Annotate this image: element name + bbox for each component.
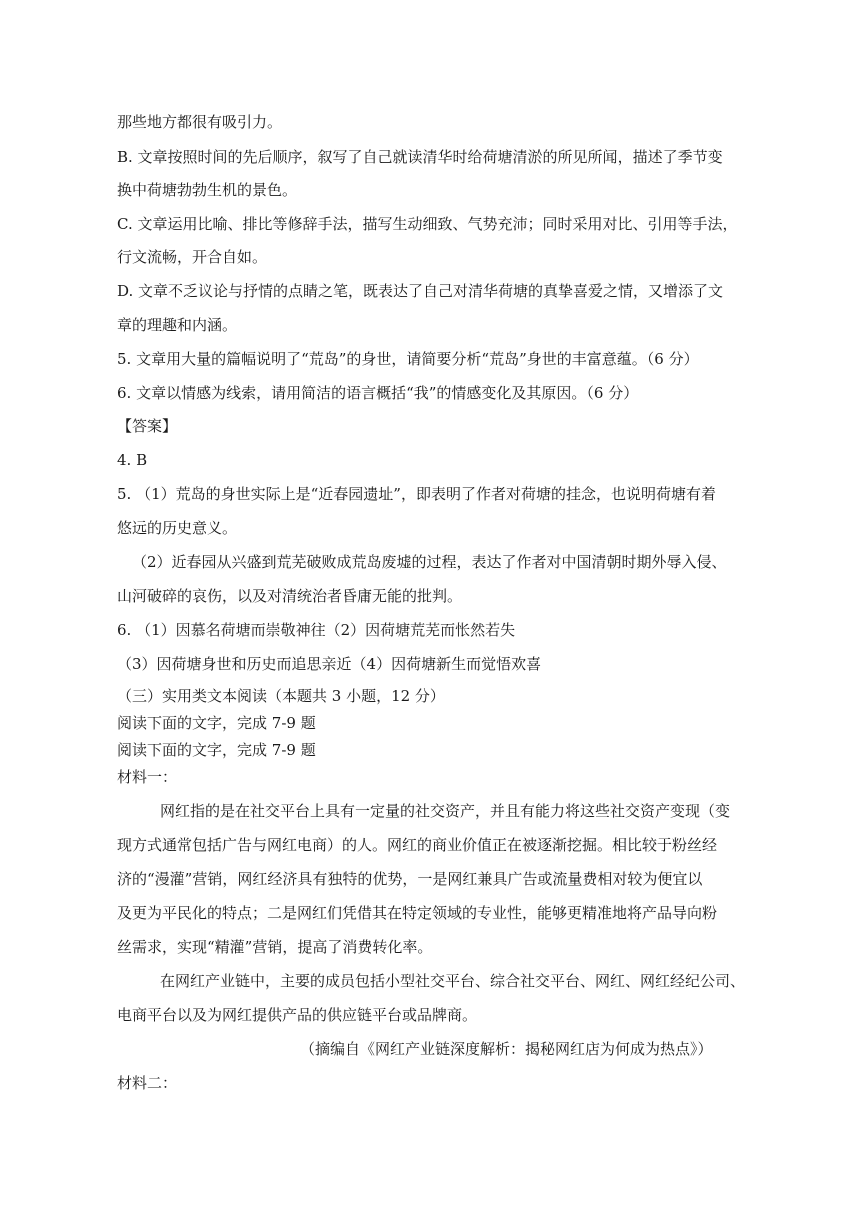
material-1-label: 材料一：	[117, 768, 178, 786]
material-1-paragraph: 在网红产业链中，主要的成员包括小型社交平台、综合社交平台、网红、网红经纪公司、	[160, 972, 746, 990]
text-line: C. 文章运用比喻、排比等修辞手法，描写生动细致、气势充沛；同时采用对比、引用等手法，	[117, 215, 738, 233]
source-citation: （摘编自《网红产业链深度解析：揭秘网红店为何成为热点》）	[300, 1040, 713, 1058]
answer-6: 6. （1）因慕名荷塘而崇敬神往（2）因荷塘荒芜而怅然若失	[117, 621, 516, 639]
answer-4: 4. B	[117, 451, 148, 469]
text-line: 那些地方都很有吸引力。	[117, 113, 283, 131]
question-5: 5. 文章用大量的篇幅说明了“荒岛”的身世，请简要分析“荒岛”身世的丰富意蕴。（6 分）	[117, 350, 699, 368]
instruction: 阅读下面的文字，完成 7-9 题	[117, 741, 316, 759]
text-line: 及更为平民化的特点；二是网红们凭借其在特定领域的专业性，能够更精准地将产品导向粉	[117, 904, 718, 922]
text-line: 悠远的历史意义。	[117, 519, 238, 537]
material-1-paragraph: 网红指的是在社交平台上具有一定量的社交资产，并且有能力将这些社交资产变现（变	[160, 802, 731, 820]
text-line: 现方式通常包括广告与网红电商）的人。网红的商业价值正在被逐渐挖掘。相比较于粉丝经	[117, 836, 718, 854]
text-line: （3）因荷塘身世和历史而追思亲近（4）因荷塘新生而觉悟欢喜	[117, 655, 542, 673]
text-line: （2）近春园从兴盛到荒芜破败成荒岛废墟的过程，表达了作者对中国清朝时期外辱入侵、	[132, 553, 727, 571]
text-line: 换中荷塘勃勃生机的景色。	[117, 181, 298, 199]
text-line: 行文流畅，开合自如。	[117, 248, 268, 266]
question-6: 6. 文章以情感为线索，请用简洁的语言概括“我”的情感变化及其原因。（6 分）	[117, 384, 639, 402]
answer-5: 5. （1）荒岛的身世实际上是“近春园遗址”，即表明了作者对荷塘的挂念，也说明荷塘有着	[117, 485, 716, 503]
text-line: 丝需求，实现“精灌”营销，提高了消费转化率。	[117, 938, 433, 956]
text-line: 山河破碎的哀伤，以及对清统治者昏庸无能的批判。	[117, 587, 463, 605]
material-2-label: 材料二：	[117, 1074, 178, 1092]
text-line: D. 文章不乏议论与抒情的点睛之笔，既表达了自己对清华荷塘的真挚喜爱之情，又增添了文	[117, 282, 724, 300]
text-line: B. 文章按照时间的先后顺序，叙写了自己就读清华时给荷塘清淤的所见所闻，描述了季节变	[117, 148, 723, 166]
answer-heading: 【答案】	[117, 417, 178, 435]
instruction: 阅读下面的文字，完成 7-9 题	[117, 714, 316, 732]
text-line: 电商平台以及为网红提供产品的供应链平台或品牌商。	[117, 1006, 478, 1024]
text-line: 济的“漫灌”营销，网红经济具有独特的优势，一是网红兼具广告或流量费相对较为便宜以	[117, 870, 703, 888]
section-heading: （三）实用类文本阅读（本题共 3 小题，12 分）	[117, 687, 445, 705]
text-line: 章的理趣和内涵。	[117, 316, 238, 334]
